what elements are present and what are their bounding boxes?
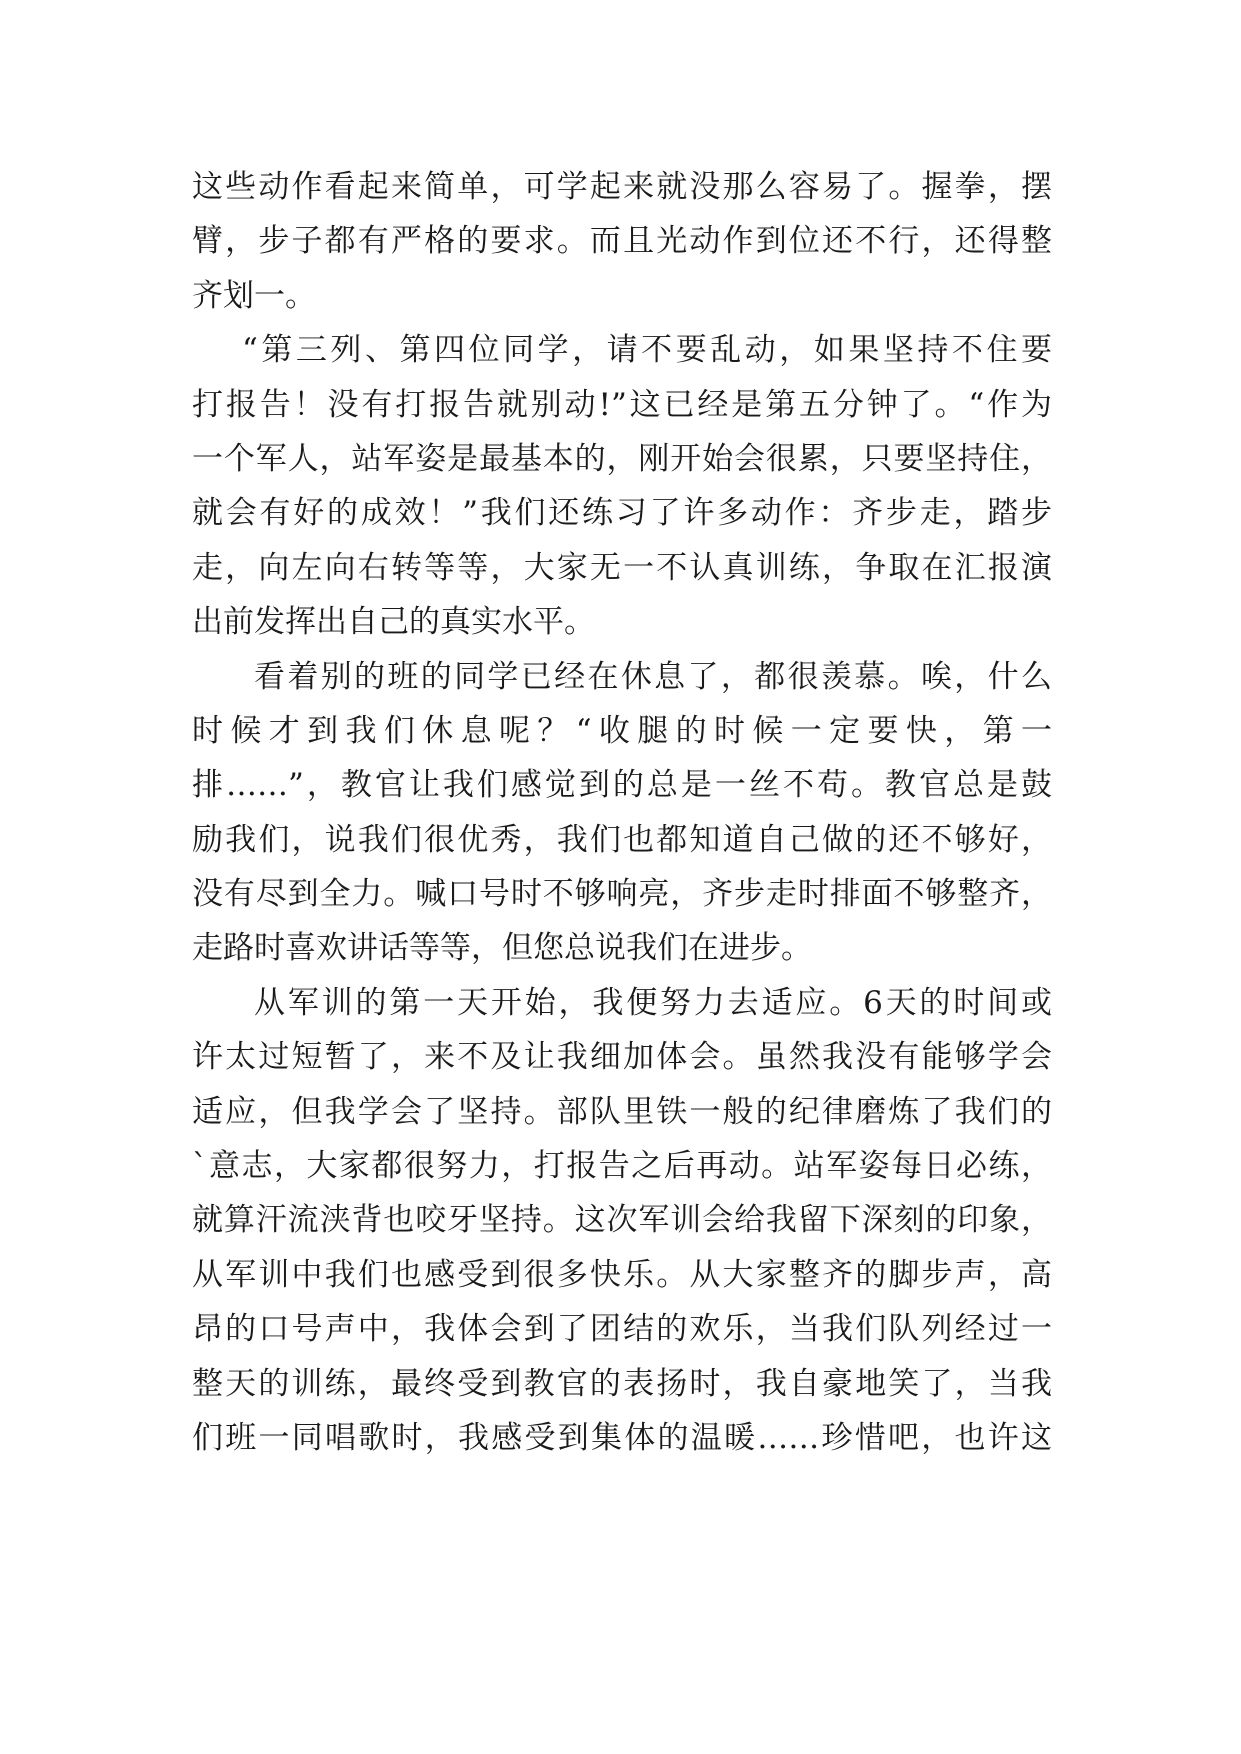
text-line: `意志，大家都很努力，打报告之后再动。站军姿每日必练， (192, 1148, 1052, 1185)
text-line: 臂，步子都有严格的要求。而且光动作到位还不行，还得整 (192, 223, 1052, 260)
text-line: 励我们，说我们很优秀，我们也都知道自己做的还不够好， (192, 821, 1052, 858)
text-line: 走路时喜欢讲话等等，但您总说我们在进步。 (192, 930, 812, 967)
text-line: 们班一同唱歌时，我感受到集体的温暖……珍惜吧，也许这 (192, 1419, 1052, 1456)
text-line: 齐划一。 (192, 277, 316, 314)
text-line: “第三列、第四位同学，请不要乱动，如果坚持不住要 (242, 332, 1052, 369)
text-line: 排……”，教官让我们感觉到的总是一丝不苟。教官总是鼓 (192, 767, 1052, 804)
text-line: 这些动作看起来简单，可学起来就没那么容易了。握拳，摆 (192, 169, 1052, 205)
text-line: 打报告！没有打报告就别动!”这已经是第五分钟了。“作为 (192, 386, 1052, 423)
text-line: 看着别的班的同学已经在休息了，都很羡慕。唉，什么 (254, 658, 1052, 695)
text-line: 昂的口号声中，我体会到了团结的欢乐，当我们队列经过一 (192, 1311, 1052, 1348)
text-line: 就算汗流浃背也咬牙坚持。这次军训会给我留下深刻的印象， (192, 1202, 1052, 1239)
text-line: 从军训中我们也感受到很多快乐。从大家整齐的脚步声，高 (192, 1256, 1052, 1293)
text-line: 适应，但我学会了坚持。部队里铁一般的纪律磨炼了我们的 (192, 1093, 1052, 1130)
text-line: 许太过短暂了，来不及让我细加体会。虽然我没有能够学会 (192, 1039, 1052, 1076)
text-line: 走，向左向右转等等，大家无一不认真训练，争取在汇报演 (192, 549, 1052, 586)
text-line: 出前发挥出自己的真实水平。 (192, 604, 595, 641)
body-text (192, 160, 1052, 1465)
text-line: 整天的训练，最终受到教官的表扬时，我自豪地笑了，当我 (192, 1365, 1052, 1402)
text-line: 没有尽到全力。喊口号时不够响亮，齐步走时排面不够整齐， (192, 876, 1052, 913)
text-line: 时候才到我们休息呢？“收腿的时候一定要快，第一 (192, 712, 1052, 749)
text-line: 从军训的第一天开始，我便努力去适应。6天的时间或 (254, 984, 1052, 1021)
text-line: 就会有好的成效！”我们还练习了许多动作：齐步走，踏步 (192, 495, 1052, 532)
text-line: 一个军人，站军姿是最基本的，刚开始会很累，只要坚持住， (192, 440, 1052, 477)
